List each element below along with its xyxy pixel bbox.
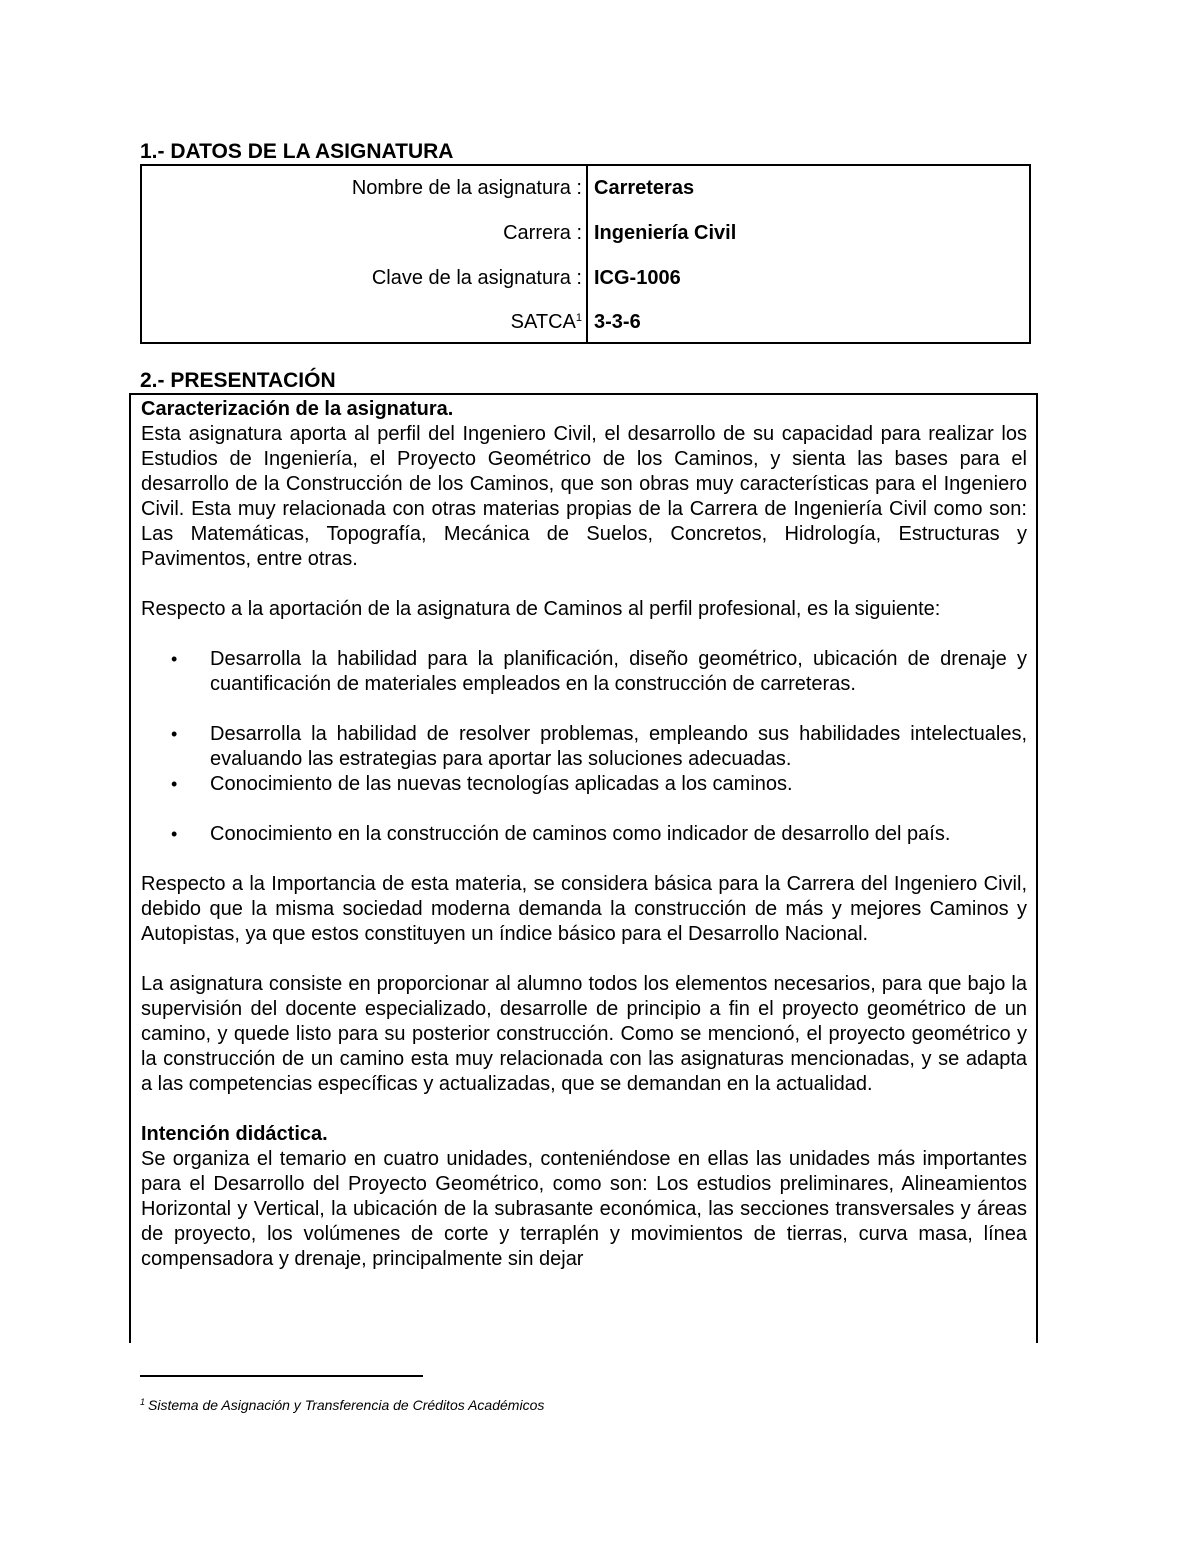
list-item-text: Desarrolla la habilidad para la planificación, diseño geométrico, ubicación de drenaje y cuantificación de materiales empleados en la construcción de carreteras. xyxy=(210,648,1027,695)
paragraph: Esta asignatura aporta al perfil del Ingeniero Civil, el desarrollo de su capacidad para realizar los Estudios de Ingeniería, el Proyecto Geométrico de los Caminos, y sienta las bases para el desarrollo de la Construcción de los Caminos, que son obras muy características para el Ingeniero Civil. Esta muy relacionada con otras materias propias de la Carrera de Ingeniería Civil como son: Las Matemáticas, Topografía, Mecánica de Suelos, Concretos, Hidrología, Estructuras y Pavimentos, entre otras. xyxy=(141,423,1027,570)
section-2-title: 2.- PRESENTACIÓN xyxy=(140,369,336,392)
datos-asignatura-table xyxy=(140,164,1031,344)
list-item xyxy=(141,772,1027,797)
intencion-heading: Intención didáctica. xyxy=(141,1123,328,1145)
table-row-nombre xyxy=(142,173,1029,203)
presentacion-content xyxy=(141,397,1027,1272)
table-row-satca xyxy=(142,307,1029,337)
list-item-text: Conocimiento en la construcción de caminos como indicador de desarrollo del país. xyxy=(210,823,951,845)
satca-label: SATCA xyxy=(510,311,576,333)
bullet-icon: • xyxy=(171,774,178,794)
footnote-separator xyxy=(140,1375,423,1377)
footnote-mark: 1 xyxy=(140,1397,146,1407)
bullet-icon: • xyxy=(171,724,178,744)
list-item-text: Desarrolla la habilidad de resolver problemas, empleando sus habilidades intelectuales, evaluando las estrategias para aportar las soluciones adecuadas. xyxy=(210,723,1027,770)
list-item xyxy=(141,822,1027,847)
row-label: Clave de la asignatura : xyxy=(371,267,582,289)
aportaciones-list xyxy=(141,647,1027,847)
bullet-icon: • xyxy=(171,649,178,669)
table-row-clave xyxy=(142,263,1029,293)
footnote xyxy=(140,1396,544,1414)
list-item xyxy=(141,647,1027,697)
row-value: ICG-1006 xyxy=(594,267,681,289)
footnote-reference[interactable]: 1 xyxy=(575,312,582,324)
row-label xyxy=(511,307,582,337)
row-value: Carreteras xyxy=(594,177,695,199)
presentacion-box xyxy=(129,393,1038,1343)
row-value: 3-3-6 xyxy=(594,311,641,333)
row-label: Nombre de la asignatura : xyxy=(351,177,582,199)
row-value: Ingeniería Civil xyxy=(594,222,737,244)
paragraph: Respecto a la aportación de la asignatura de Caminos al perfil profesional, es la siguiente: xyxy=(141,598,941,620)
paragraph: Se organiza el temario en cuatro unidades, conteniéndose en ellas las unidades más importantes para el Desarrollo del Proyecto Geométrico, como son: Los estudios preliminares, Alineamientos Horizontal y Vertical, la ubicación de la subrasante económica, las secciones transversales y áreas de proyecto, los volúmenes de corte y terraplén y movimientos de tierras, curva masa, línea compensadora y drenaje, principalmente sin dejar xyxy=(141,1148,1027,1270)
bullet-icon: • xyxy=(171,824,178,844)
section-1-title: 1.- DATOS DE LA ASIGNATURA xyxy=(140,140,454,163)
table-row-carrera xyxy=(142,218,1029,248)
footnote-text: Sistema de Asignación y Transferencia de Créditos Académicos xyxy=(148,1397,545,1413)
list-item-text: Conocimiento de las nuevas tecnologías aplicadas a los caminos. xyxy=(210,773,793,795)
row-label: Carrera : xyxy=(503,222,582,244)
list-item xyxy=(141,722,1027,772)
paragraph: Respecto a la Importancia de esta materia, se considera básica para la Carrera del Ingeniero Civil, debido que la misma sociedad moderna demanda la construcción de más y mejores Caminos y Autopistas, ya que estos constituyen un índice básico para el Desarrollo Nacional. xyxy=(141,873,1027,945)
caracterizacion-heading: Caracterización de la asignatura. xyxy=(141,398,454,420)
paragraph: La asignatura consiste en proporcionar al alumno todos los elementos necesarios, para que bajo la supervisión del docente especializado, desarrolle de principio a fin el proyecto geométrico de un camino, y quede listo para su posterior construcción. Como se mencionó, el proyecto geométrico y la construcción de un camino esta muy relacionada con las asignaturas mencionadas, y se adapta a las competencias específicas y actualizadas, que se demandan en la actualidad. xyxy=(141,973,1027,1095)
